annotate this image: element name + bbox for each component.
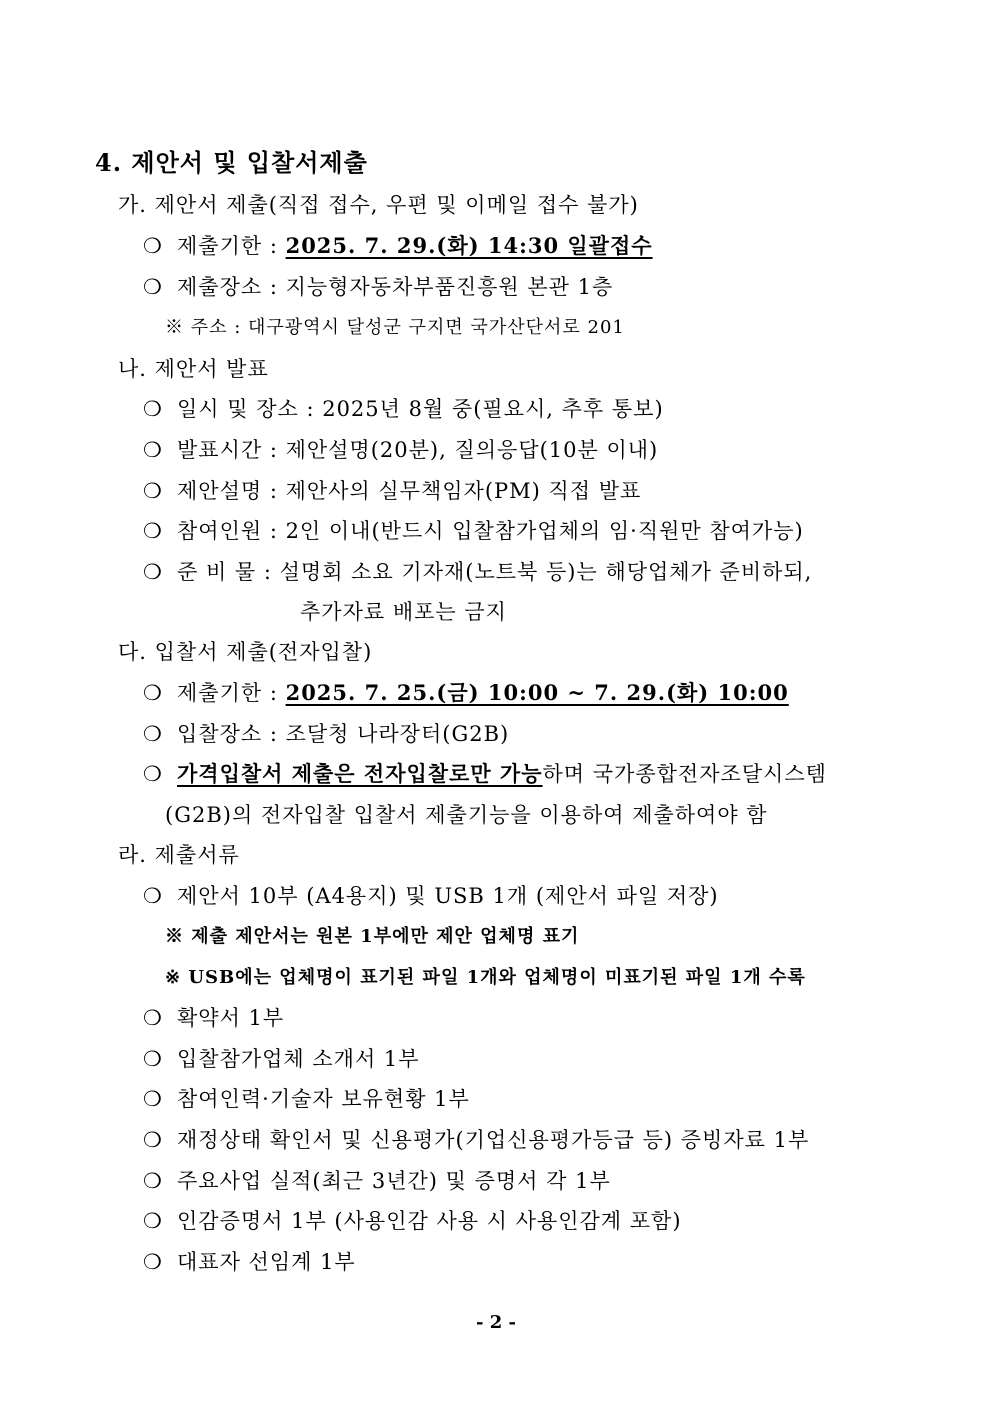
item-text: 발표시간 : 제안설명(20분), 질의응답(10분 이내): [177, 438, 659, 462]
list-item: [143, 1201, 682, 1241]
circle-bullet-icon: ❍: [143, 1169, 163, 1193]
circle-bullet-icon: ❍: [143, 397, 163, 421]
item-text: 입찰장소 : 조달청 나라장터(G2B): [177, 722, 510, 746]
item-text: 제출장소 : 지능형자동차부품진흥원 본관 1층: [177, 275, 614, 299]
item-text: 인감증명서 1부 (사용인감 사용 시 사용인감계 포함): [177, 1209, 682, 1233]
item-text: 입찰참가업체 소개서 1부: [177, 1047, 420, 1071]
list-item: [143, 1039, 420, 1079]
circle-bullet-icon: ❍: [143, 1087, 163, 1111]
list-item: [143, 267, 613, 307]
list-item: [143, 1079, 470, 1119]
list-item: [143, 673, 789, 713]
list-item: [143, 1120, 809, 1160]
circle-bullet-icon: ❍: [143, 519, 163, 543]
item-text: 제안설명 : 제안사의 실무책임자(PM) 직접 발표: [177, 479, 642, 503]
list-item: [143, 389, 664, 429]
list-item: [143, 471, 641, 511]
circle-bullet-icon: ❍: [143, 1250, 163, 1274]
circle-bullet-icon: ❍: [143, 1128, 163, 1152]
item-continuation: 추가자료 배포는 금지: [300, 600, 507, 624]
note: ※ 제출 제안서는 원본 1부에만 제안 업체명 표기: [165, 926, 580, 947]
deadline-value: 2025. 7. 25.(금) 10:00 ~ 7. 29.(화) 10:00: [285, 680, 789, 705]
deadline-value: 2025. 7. 29.(화) 14:30 일괄접수: [285, 233, 653, 258]
circle-bullet-icon: ❍: [143, 1047, 163, 1071]
list-item: [143, 998, 284, 1038]
circle-bullet-icon: ❍: [143, 1209, 163, 1233]
list-item: [143, 552, 812, 592]
note: ※ USB에는 업체명이 표기된 파일 1개와 업체명이 미표기된 파일 1개 수록: [165, 967, 806, 988]
circle-bullet-icon: ❍: [143, 234, 163, 258]
list-item: [143, 1242, 356, 1282]
address-note: ※ 주소 : 대구광역시 달성군 구지면 국가산단서로 201: [165, 317, 625, 338]
list-item: [143, 754, 827, 794]
circle-bullet-icon: ❍: [143, 884, 163, 908]
item-text: 재정상태 확인서 및 신용평가(기업신용평가등급 등) 증빙자료 1부: [177, 1128, 810, 1152]
list-item: [143, 1161, 611, 1201]
emphasis-text: 가격입찰서 제출은 전자입찰로만 가능: [177, 761, 543, 786]
list-item: [143, 876, 719, 916]
list-item: [143, 511, 804, 551]
subsection-da-title: 다. 입찰서 제출(전자입찰): [118, 640, 373, 664]
section-heading: 4. 제안서 및 입찰서제출: [95, 148, 368, 177]
label: 제출기한 :: [177, 234, 286, 258]
circle-bullet-icon: ❍: [143, 479, 163, 503]
label: 제출기한 :: [177, 681, 286, 705]
item-text: 일시 및 장소 : 2025년 8월 중(필요시, 추후 통보): [177, 397, 664, 421]
circle-bullet-icon: ❍: [143, 1006, 163, 1030]
item-text: 참여인원 : 2인 이내(반드시 입찰참가업체의 임·직원만 참여가능): [177, 519, 804, 543]
subsection-ga-title: 가. 제안서 제출(직접 접수, 우편 및 이메일 접수 불가): [118, 193, 639, 217]
item-text: 하며 국가종합전자조달시스템: [542, 762, 827, 786]
item-text: 참여인력·기술자 보유현황 1부: [177, 1087, 470, 1111]
list-item: [143, 714, 509, 754]
circle-bullet-icon: ❍: [143, 560, 163, 584]
item-continuation: (G2B)의 전자입찰 입찰서 제출기능을 이용하여 제출하여야 함: [165, 803, 768, 827]
subsection-na-title: 나. 제안서 발표: [118, 357, 269, 381]
item-text: 대표자 선임계 1부: [177, 1250, 356, 1274]
list-item: [143, 226, 653, 266]
circle-bullet-icon: ❍: [143, 681, 163, 705]
item-text: 확약서 1부: [177, 1006, 285, 1030]
page-number: - 2 -: [476, 1312, 516, 1333]
item-text: 주요사업 실적(최근 3년간) 및 증명서 각 1부: [177, 1169, 611, 1193]
circle-bullet-icon: ❍: [143, 722, 163, 746]
circle-bullet-icon: ❍: [143, 275, 163, 299]
list-item: [143, 430, 658, 470]
circle-bullet-icon: ❍: [143, 762, 163, 786]
item-text: 제안서 10부 (A4용지) 및 USB 1개 (제안서 파일 저장): [177, 884, 719, 908]
circle-bullet-icon: ❍: [143, 438, 163, 462]
subsection-ra-title: 라. 제출서류: [118, 843, 240, 867]
item-text: 준 비 물 : 설명회 소요 기자재(노트북 등)는 해당업체가 준비하되,: [177, 560, 813, 584]
